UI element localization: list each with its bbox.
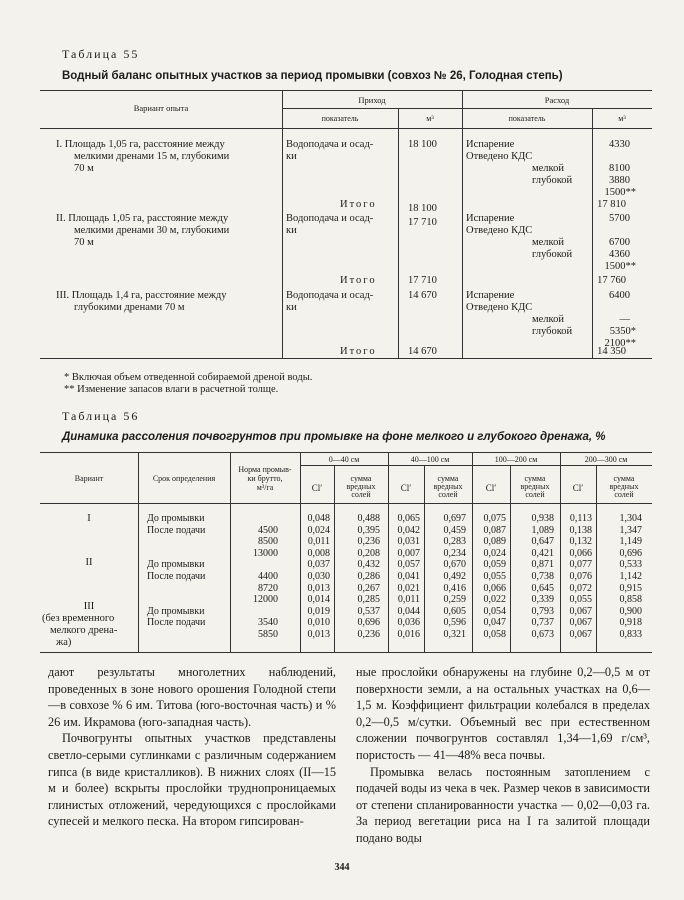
table56-term: После подачи	[147, 617, 206, 629]
table56-cell: 0,024	[483, 547, 506, 559]
table56-cell: 0,537	[357, 605, 380, 617]
table56-cell: 0,067	[569, 605, 592, 617]
table56-cell: 0,013	[307, 582, 330, 594]
table56-cell: 0,421	[531, 547, 554, 559]
table56-cell: 0,087	[483, 524, 506, 536]
table56-cell: 0,858	[619, 594, 642, 606]
table56-cell: 0,077	[569, 559, 592, 571]
table56-cell: 0,031	[397, 536, 420, 548]
table56-norm: 5850	[258, 629, 278, 640]
table56-cell: 0,138	[569, 524, 592, 536]
table55-title: Водный баланс опытных участков за период промывки (совхоз № 26, Голодная степь)	[62, 70, 563, 82]
table56-cell: 0,492	[443, 571, 466, 582]
table56-cell: 0,041	[397, 571, 420, 582]
table56-cell: 0,670	[443, 559, 466, 571]
table56-cell: 0,900	[619, 605, 642, 617]
table56-cell: 0,833	[619, 629, 642, 640]
table56-term: До промывки	[147, 513, 205, 524]
table56-cell: 0,010	[307, 617, 330, 629]
table56-cell: 0,065	[397, 513, 420, 524]
table56-cell: 0,075	[483, 513, 506, 524]
table56-cell: 0,285	[357, 594, 380, 606]
table56-cell: 1,347	[619, 524, 642, 536]
table56-norm: 8720	[258, 582, 278, 594]
table56-cell: 0,011	[397, 594, 420, 606]
table56-cell: 0,283	[443, 536, 466, 548]
table56-cell: 0,259	[443, 594, 466, 606]
table56-cell: 0,024	[307, 524, 330, 536]
table56-cell: 0,013	[307, 629, 330, 640]
table56-cell: 0,605	[443, 605, 466, 617]
table56-cell: 0,321	[443, 629, 466, 640]
body-column-left	[48, 664, 336, 830]
table56-cell: 0,047	[483, 617, 506, 629]
table56-cell: 0,042	[397, 524, 420, 536]
table56-cell: 0,267	[357, 582, 380, 594]
table56-cell: 0,938	[531, 513, 554, 524]
table56-cell: 0,016	[397, 629, 420, 640]
page-number: 344	[334, 862, 350, 873]
table56-cell: 0,037	[307, 559, 330, 571]
table56-norm: 4500	[258, 524, 278, 536]
table55-label: Таблица 55	[62, 47, 140, 61]
table56-cell: 0,871	[531, 559, 554, 571]
table56-cell: 0,673	[531, 629, 554, 640]
table56-cell: 0,416	[443, 582, 466, 594]
table56-norm: 8500	[258, 536, 278, 548]
table56-cell: 0,048	[307, 513, 330, 524]
table56-cell: 0,132	[569, 536, 592, 548]
table56-cell: 0,432	[357, 559, 380, 571]
table56-norm: 12000	[253, 594, 278, 606]
table56-cell: 0,008	[307, 547, 330, 559]
table56-norm: 3540	[258, 617, 278, 629]
table56-cell: 0,918	[619, 617, 642, 629]
table56-cell: 0,738	[531, 571, 554, 582]
table56-cell: 0,057	[397, 559, 420, 571]
paragraph: ные прослойки обнаружены на глубине 0,2—0,5 м от поверхности земли, а на остальных участках на 0,6—1,5 м. Коэффициент фильтрации колебался в пределах 0,2—0,5 м/сутки. Объемный вес при естественном сложении почвогрунтов составлял 1,34—1,69 г/см³, пористость — 41—48% веса почвы.	[356, 665, 650, 762]
table56-cell: 1,304	[619, 513, 642, 524]
table56-cell: 0,234	[443, 547, 466, 559]
table56-cell: 0,286	[357, 571, 380, 582]
table56-cell: 0,793	[531, 605, 554, 617]
body-column-right	[356, 664, 650, 847]
table56-cell: 0,072	[569, 582, 592, 594]
paragraph: Промывка велась постоянным затоплением с подачей воды из чека в чек. Размер чеков в зависимости от степени спланированности участка — 0,02—0,03 га. За период вегетации риса на I га залитой площади подано воды	[356, 764, 650, 845]
table56-cell: 0,036	[397, 617, 420, 629]
table56-term: До промывки	[147, 559, 205, 571]
table56-cell: 0,915	[619, 582, 642, 594]
table56-cell: 0,113	[569, 513, 592, 524]
table56-cell: 0,066	[569, 547, 592, 559]
table56-cell: 0,459	[443, 524, 466, 536]
table56-cell: 0,697	[443, 513, 466, 524]
table56-cell: 1,142	[619, 571, 642, 582]
table56-cell: 0,737	[531, 617, 554, 629]
table56-cell: 0,076	[569, 571, 592, 582]
table56-cell: 0,089	[483, 536, 506, 548]
table56-cell: 0,236	[357, 629, 380, 640]
table56-cell: 0,596	[443, 617, 466, 629]
table56-cell: 0,208	[357, 547, 380, 559]
table56-norm: 4400	[258, 571, 278, 582]
table56-cell: 0,067	[569, 617, 592, 629]
table56-norm: 13000	[253, 547, 278, 559]
table56-cell: 0,059	[483, 559, 506, 571]
paragraph: дают результаты многолетних наблюдений, проведенных в зоне нового орошения Голодной степи —в совхозе % 6 им. Титова (юго-восточная часть) и % 26 им. Икрамова (юго-западная часть).	[48, 665, 336, 729]
footnote-2: ** Изменение запасов влаги в расчетной толще.	[64, 384, 279, 395]
table56-cell: 0,030	[307, 571, 330, 582]
table56-cell: 0,011	[307, 536, 330, 548]
table56-cell: 0,533	[619, 559, 642, 571]
table56-cell: 0,055	[569, 594, 592, 606]
table56-cell: 1,149	[619, 536, 642, 548]
table56-cell: 0,066	[483, 582, 506, 594]
table56-cell: 0,696	[357, 617, 380, 629]
table56-cell: 0,645	[531, 582, 554, 594]
table56-cell: 0,014	[307, 594, 330, 606]
footnote-1: * Включая объем отведенной собираемой дреной воды.	[64, 372, 313, 383]
table56-cell: 0,647	[531, 536, 554, 548]
table56-term: После подачи	[147, 524, 206, 536]
table56-cell: 0,696	[619, 547, 642, 559]
table56-title: Динамика рассоления почвогрунтов при промывке на фоне мелкого и глубокого дренажа, %	[62, 431, 606, 443]
table56-cell: 0,488	[357, 513, 380, 524]
table56-term: До промывки	[147, 605, 205, 617]
table56-cell: 1,089	[531, 524, 554, 536]
table56-cell: 0,055	[483, 571, 506, 582]
table56-cell: 0,054	[483, 605, 506, 617]
table56-cell: 0,007	[397, 547, 420, 559]
table56-cell: 0,339	[531, 594, 554, 606]
table56-cell: 0,019	[307, 605, 330, 617]
table56-label: Таблица 56	[62, 409, 140, 423]
table56-cell: 0,395	[357, 524, 380, 536]
table56-cell: 0,058	[483, 629, 506, 640]
table56-cell: 0,236	[357, 536, 380, 548]
table56-cell: 0,022	[483, 594, 506, 606]
table56-term: После подачи	[147, 571, 206, 582]
table56-cell: 0,044	[397, 605, 420, 617]
table56-cell: 0,021	[397, 582, 420, 594]
table56-cell: 0,067	[569, 629, 592, 640]
paragraph: Почвогрунты опытных участков представлены светло-серыми суглинками с различным содержанием гипса (в виде кристалликов). В нижних слоях (II—15 м и более) вскрыты прослойки труднопроницаемых глинистых отложений, чередующихся с прослойками супесей и мелкого песка. На втором гипсирован-	[48, 731, 336, 829]
